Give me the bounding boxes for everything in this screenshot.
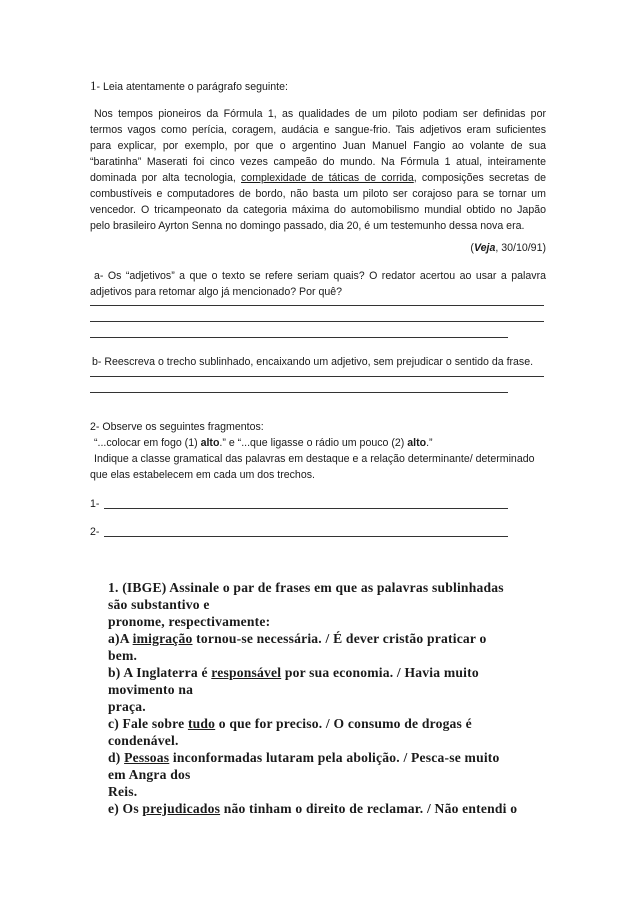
- paragraph-line-5-end: , composições secretas de: [413, 172, 546, 184]
- option-a-underlined: imigração: [132, 631, 193, 646]
- option-b-line-2: movimento na: [108, 682, 194, 697]
- answer-line-a-2[interactable]: [90, 321, 544, 322]
- q2-fragments: [90, 435, 550, 452]
- paragraph-line-7: vencedor. O tricampeonato da categoria máxima do automobilismo mundial obtido no Japão: [90, 204, 546, 216]
- paragraph-line-8: pelo brasileiro Ayrton Senna no domingo passado, dia 20, é um testemunho dessa nova era.: [90, 220, 525, 232]
- paragraph-line-2: termos vagos como perícia, coragem, audácia e sangue-frio. Tais adjetivos eram suficientes: [90, 124, 546, 136]
- option-c-rest: o que for preciso. / O consumo de drogas é: [215, 716, 472, 731]
- q1-heading: [90, 78, 546, 96]
- option-c-prefix: c) Fale sobre: [108, 716, 188, 731]
- q2-instruction-line-1: Indique a classe gramatical das palavras em destaque e a relação determinante/ determinado: [94, 453, 535, 465]
- answer-line-a-1[interactable]: [90, 305, 544, 306]
- option-e: [108, 801, 548, 818]
- q2-answer-2-label: 2-: [90, 526, 100, 538]
- fragment-2-text: .” e “...que ligasse o rádio um pouco (2): [219, 437, 408, 449]
- paragraph-line-4: “baratinha” Maserati foi cinco vezes campeão do mundo. Na Fórmula 1 atual, inteiramente: [90, 156, 546, 168]
- fragment-end: .”: [426, 437, 433, 449]
- option-b: [108, 665, 548, 682]
- option-a-rest: tornou-se necessária. / É dever cristão praticar o: [192, 631, 487, 646]
- answer-line-b-1[interactable]: [90, 376, 544, 377]
- answer-line-a-3[interactable]: [90, 337, 508, 338]
- ibge-line-2: são substantivo e: [108, 597, 210, 612]
- option-e-rest: não tinham o direito de reclamar. / Não entendi o: [220, 801, 518, 816]
- q2-answer-1-line[interactable]: [104, 508, 508, 509]
- paragraph-line-5: [90, 170, 546, 187]
- question-b: b- Reescreva o trecho sublinhado, encaixando um adjetivo, sem prejudicar o sentido da frase.: [92, 356, 534, 368]
- paragraph-line-6: combustíveis e computadores de bordo, não basta um piloto ser corajoso para se tornar um: [90, 188, 546, 200]
- option-e-underlined: prejudicados: [142, 801, 221, 816]
- source-name: Veja: [473, 242, 496, 254]
- option-e-prefix: e) Os: [108, 801, 143, 816]
- underlined-passage: complexidade de táticas de corrida: [241, 172, 414, 184]
- option-d-prefix: d): [108, 750, 125, 765]
- ibge-line-1: 1. (IBGE) Assinale o par de frases em que as palavras sublinhadas: [108, 580, 504, 595]
- q1-instruction: - Leia atentamente o parágrafo seguinte:: [96, 81, 288, 93]
- option-b-prefix: b) A Inglaterra é: [108, 665, 212, 680]
- option-d-underlined: Pessoas: [124, 750, 170, 765]
- option-d: [108, 750, 548, 767]
- option-a-line-2: bem.: [108, 648, 138, 663]
- q2-answer-1-label: 1-: [90, 498, 100, 510]
- ibge-line-3: pronome, respectivamente:: [108, 614, 271, 629]
- q1-number: 1: [90, 78, 97, 93]
- q2-heading: 2- Observe os seguintes fragmentos:: [90, 421, 264, 433]
- q2-answer-2-line[interactable]: [104, 536, 508, 537]
- option-a-prefix: a)A: [108, 631, 133, 646]
- option-b-line-3: praça.: [108, 699, 146, 714]
- option-c: [108, 716, 548, 733]
- paragraph-line-5-start: dominada por alta tecnologia,: [90, 172, 241, 184]
- option-b-underlined: responsável: [211, 665, 282, 680]
- answer-line-b-2[interactable]: [90, 392, 508, 393]
- option-d-line-2: em Angra dos: [108, 767, 191, 782]
- source-date: , 30/10/91): [495, 242, 546, 254]
- option-c-underlined: tudo: [187, 716, 216, 731]
- question-a-line-2: adjetivos para retomar algo já mencionado? Por quê?: [90, 286, 343, 298]
- option-d-line-3: Reis.: [108, 784, 138, 799]
- option-c-line-2: condenável.: [108, 733, 179, 748]
- source-citation: [90, 240, 546, 257]
- highlight-word-2: alto: [407, 437, 427, 449]
- option-a: [108, 631, 548, 648]
- question-a-line-1: a- Os “adjetivos” a que o texto se refere seriam quais? O redator acertou ao usar a palavra: [94, 270, 546, 282]
- source-paren: (: [470, 242, 474, 254]
- highlight-word-1: alto: [200, 437, 220, 449]
- q2-instruction-line-2: que elas estabelecem em cada um dos trechos.: [90, 469, 315, 481]
- option-d-rest: inconformadas lutaram pela abolição. / Pesca-se muito: [169, 750, 500, 765]
- paragraph-line-3: para explicar, por exemplo, por que o argentino Juan Manuel Fangio ao volante de sua: [90, 140, 546, 152]
- fragment-1-text: “...colocar em fogo (1): [94, 437, 201, 449]
- option-b-rest: por sua economia. / Havia muito: [281, 665, 479, 680]
- paragraph-line-1: Nos tempos pioneiros da Fórmula 1, as qualidades de um piloto podiam ser definidas por: [94, 108, 546, 120]
